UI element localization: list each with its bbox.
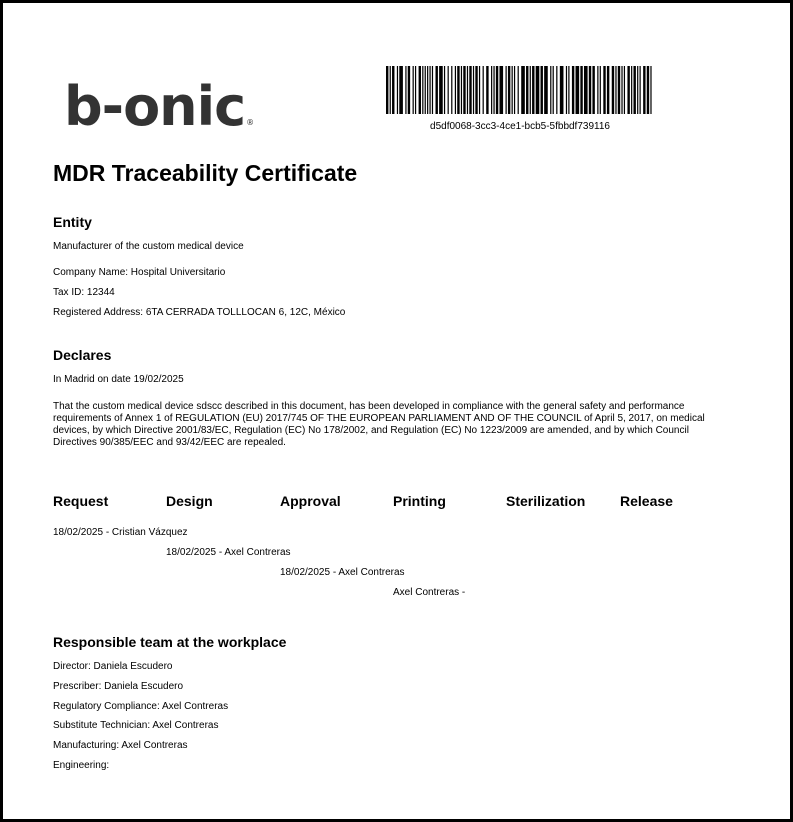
stage-header-sterilization: Sterilization: [506, 493, 586, 509]
stage-entry-printing: Axel Contreras -: [393, 587, 466, 598]
team-member: Engineering:: [53, 760, 110, 771]
company-logo: [64, 75, 254, 138]
registered-address: Registered Address: 6TA CERRADA TOLLLOCAN 6, 12C, México: [53, 307, 346, 318]
stage-entry-approval: 18/02/2025 - Axel Contreras: [280, 567, 405, 578]
team-member: Prescriber: Daniela Escudero: [53, 681, 184, 692]
logo-registered-mark: ®: [246, 118, 254, 127]
stage-header-release: Release: [620, 493, 673, 509]
team-member: Regulatory Compliance: Axel Contreras: [53, 701, 229, 712]
entity-role: Manufacturer of the custom medical device: [53, 241, 244, 252]
declaration-statement: That the custom medical device sdscc described in this document, has been developed in compliance with the general safety and performance requirements of Annex 1 of REGULATION (EU) 2017/745 OF THE EUROPEAN PARLIAMENT AND OF THE COUNCIL of April 5, 2017, on medical devices, by which Directive 2001/83/EC, Regulation (EC) No 178/2002, and Regulation (EC) No 1223/2009 are amended, and by which Council Directives 90/385/EEC and 93/42/EEC are repealed.: [53, 401, 705, 448]
stage-header-printing: Printing: [393, 493, 446, 509]
stage-entry-request: 18/02/2025 - Cristian Vázquez: [53, 527, 188, 538]
barcode-image: [386, 66, 654, 114]
stage-header-approval: Approval: [280, 493, 341, 509]
declares-heading: Declares: [53, 347, 112, 363]
stage-header-design: Design: [166, 493, 213, 509]
barcode-text: d5df0068-3cc3-4ce1-bcb5-5fbbdf739116: [430, 121, 610, 132]
team-member: Director: Daniela Escudero: [53, 661, 173, 672]
stage-header-request: Request: [53, 493, 109, 509]
document-title: MDR Traceability Certificate: [53, 160, 358, 186]
team-member: Substitute Technician: Axel Contreras: [53, 720, 219, 731]
tax-id: Tax ID: 12344: [53, 287, 115, 298]
logo-text: b-onic: [64, 75, 246, 138]
declaration-place-date: In Madrid on date 19/02/2025: [53, 374, 184, 385]
company-name: Company Name: Hospital Universitario: [53, 267, 226, 278]
stage-entry-design: 18/02/2025 - Axel Contreras: [166, 547, 291, 558]
team-member: Manufacturing: Axel Contreras: [53, 740, 188, 751]
barcode: [386, 66, 654, 132]
team-heading: Responsible team at the workplace: [53, 634, 287, 650]
entity-heading: Entity: [53, 214, 92, 230]
